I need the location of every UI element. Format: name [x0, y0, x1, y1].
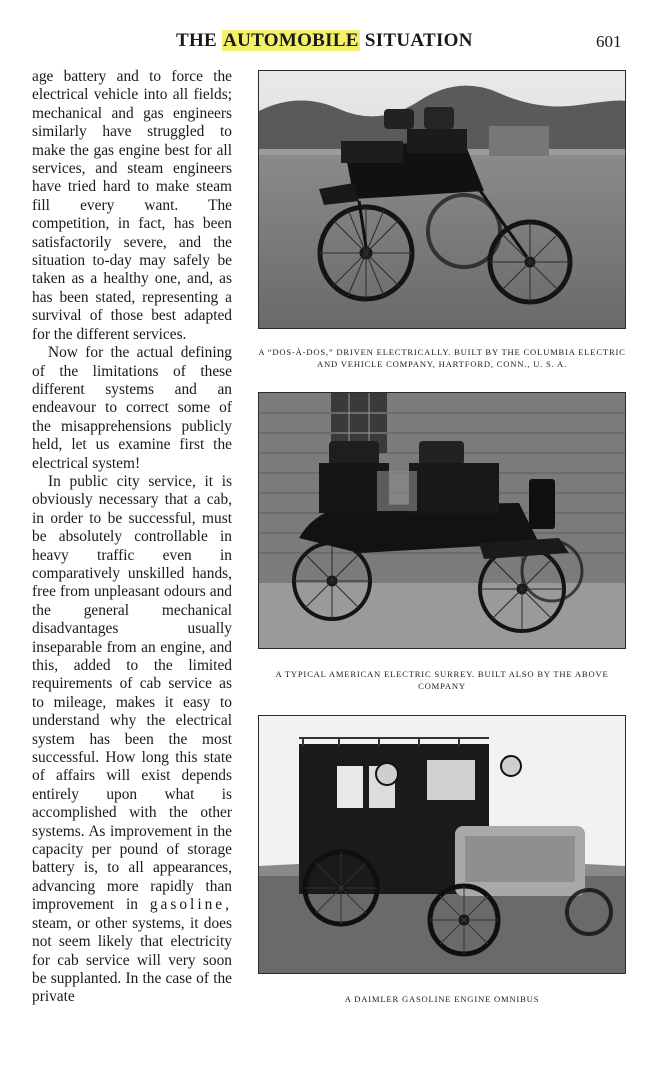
paragraph-3-spaced-word: gasoline, — [149, 896, 232, 914]
electric-surrey-illustration — [259, 393, 625, 648]
title-word-situation: SITUATION — [364, 30, 473, 51]
figure-dos-a-dos-photo — [258, 70, 626, 329]
paragraph-3-part-b: steam, or other systems, it does not seem likely that electricity for cab service will very soon be supplanted. In the case of the private — [32, 914, 232, 1006]
paragraph-2: Now for the actual defining of the limitations of these different systems and an endeavour to correct some of the misapprehensions publicly held, let us examine first the electrical system! — [32, 344, 232, 472]
body-text-column — [32, 68, 232, 1007]
title-word-automobile-highlighted: AUTOMOBILE — [223, 30, 359, 51]
paragraph-3-part-a: In public city service, it is obviously necessary that a cab, in order to be successful, must be absolutely controllable in heavy traffic even in comparatively unskilled hands, free from unpleasant odours and the general mechanical disadvantages usually inseparable from an engine, and this, added to the limited requirements of cab service as to mileage, makes it easy to understand why the electrical system has been the most successful. How long this state of affairs will exist depends entirely upon what is accomplished with the other systems. As improvement in the capacity per pound of storage battery is, to all appearances, advancing more rapidly than improvement in — [32, 472, 232, 914]
dos-a-dos-carriage-illustration — [259, 71, 625, 328]
title-word-the: THE — [176, 30, 218, 51]
running-head — [0, 30, 666, 56]
paragraph-1: age battery and to force the electrical vehicle into all fields; mechanical and gas engineers similarly have struggled to make the gas engine best for all services, and steam engineers have tried hard to make steam fill every want. The competition, in fact, has been satisfactorily severe, and the situation to-day may safely be taken as a healthy one, and, as has been stated, representing a survival of those best adapted for the different services. — [32, 68, 232, 343]
daimler-omnibus-illustration — [259, 716, 625, 973]
figure-electric-surrey-photo — [258, 392, 626, 649]
figure-1-caption: A “DOS-À-DOS,” DRIVEN ELECTRICALLY. BUILT BY THE COLUMBIA ELECTRIC AND VEHICLE COMPANY, HARTFORD, CONN., U. S. A. — [258, 347, 626, 369]
figure-daimler-omnibus-photo — [258, 715, 626, 974]
running-title — [176, 30, 473, 52]
figure-2-caption: A TYPICAL AMERICAN ELECTRIC SURREY. BUILT ALSO BY THE ABOVE COMPANY — [275, 669, 609, 691]
figure-3-caption: A DAIMLER GASOLINE ENGINE OMNIBUS — [344, 994, 540, 1004]
page-number: 601 — [596, 32, 622, 51]
paragraph-3 — [32, 473, 232, 1007]
